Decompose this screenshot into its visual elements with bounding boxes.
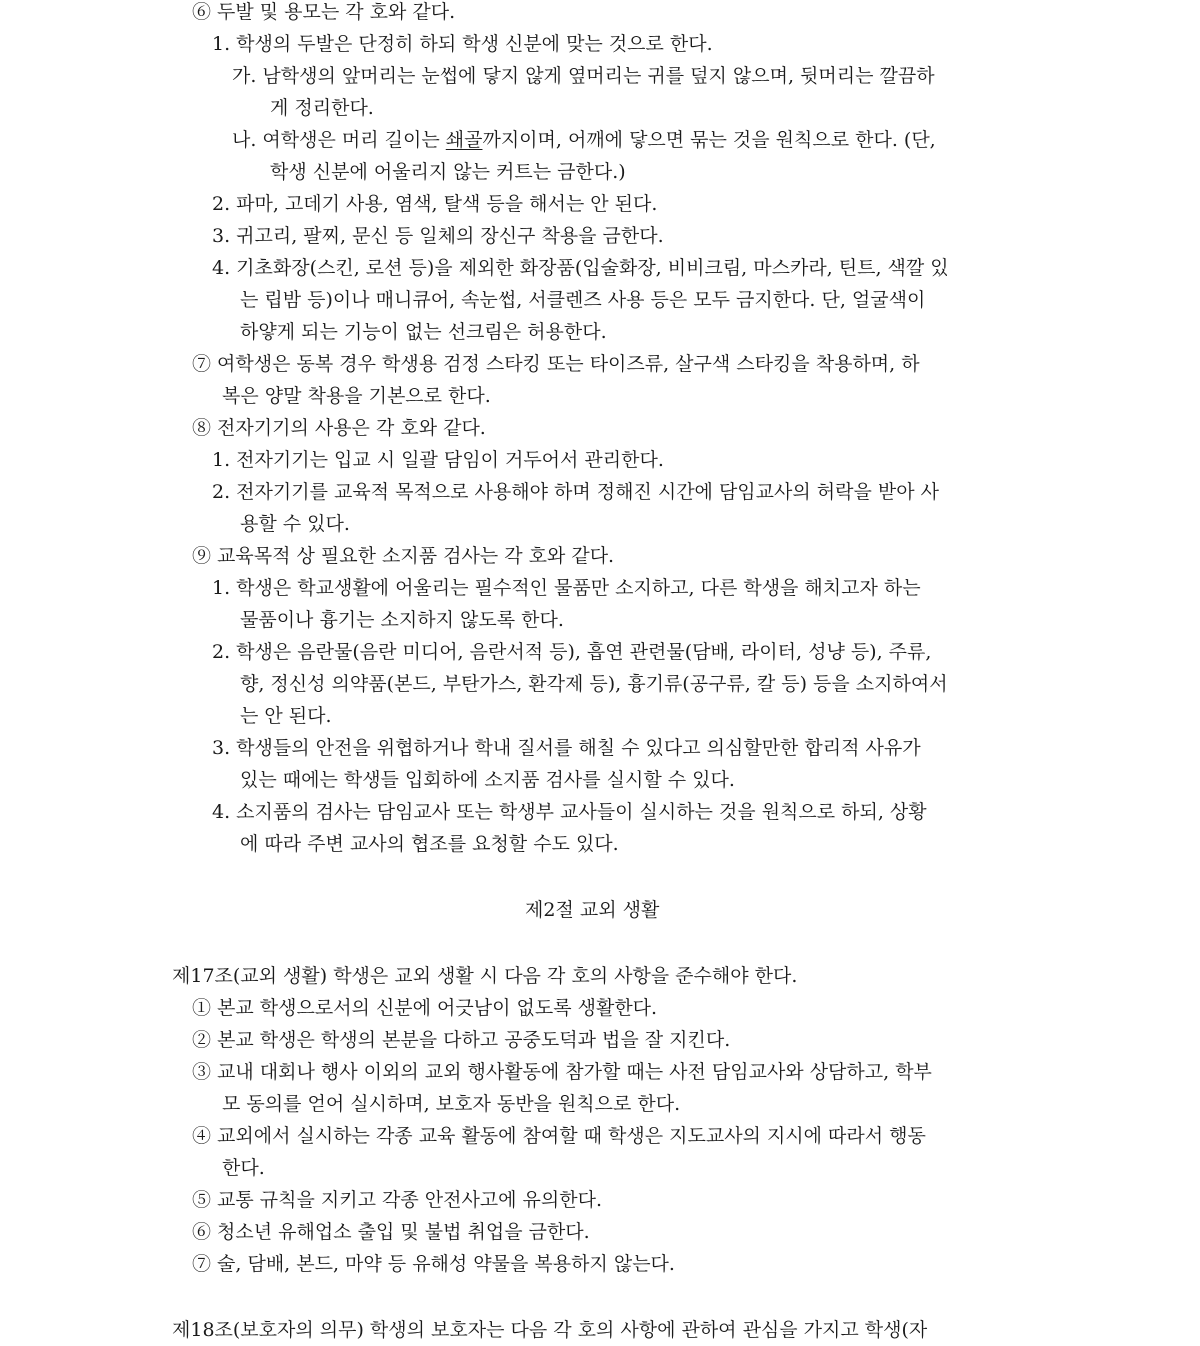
list-item-4-cont: 에 따라 주변 교사의 협조를 요청할 수도 있다. — [240, 833, 619, 855]
list-item-1: 1. 학생의 두발은 단정히 하되 학생 신분에 맞는 것으로 한다. — [212, 33, 713, 55]
sub-item-ga: 가. 남학생의 앞머리는 눈썹에 닿지 않게 옆머리는 귀를 덮지 않으며, 뒷머리는 깔끔하 — [232, 65, 935, 87]
paragraph-6-heading: ⑥ 두발 및 용모는 각 호와 같다. — [192, 1, 456, 23]
section-heading: 제2절 교외 생활 — [525, 899, 660, 921]
list-item-2-cont-2: 는 안 된다. — [240, 705, 332, 727]
sub-item-na-cont: 학생 신분에 어울리지 않는 커트는 금한다.) — [270, 161, 626, 183]
list-item-3: 3. 귀고리, 팔찌, 문신 등 일체의 장신구 착용을 금한다. — [212, 225, 664, 247]
article-17-item-3: ③ 교내 대회나 행사 이외의 교외 행사활동에 참가할 때는 사전 담임교사와 상담하고, 학부 — [192, 1061, 932, 1083]
list-item-2: 2. 전자기기를 교육적 목적으로 사용해야 하며 정해진 시간에 담임교사의 허락을 받아 사 — [212, 481, 939, 503]
list-item-1: 1. 학생은 학교생활에 어울리는 필수적인 물품만 소지하고, 다른 학생을 해치고자 하는 — [212, 577, 921, 599]
sub-item-ga-cont: 게 정리한다. — [270, 97, 374, 119]
article-17-item-4: ④ 교외에서 실시하는 각종 교육 활동에 참여할 때 학생은 지도교사의 지시에 따라서 행동 — [192, 1125, 926, 1147]
list-item-2: 2. 파마, 고데기 사용, 염색, 탈색 등을 해서는 안 된다. — [212, 193, 658, 215]
paragraph-7: ⑦ 여학생은 동복 경우 학생용 검정 스타킹 또는 타이즈류, 살구색 스타킹을 착용하며, 하 — [192, 353, 920, 375]
list-item-4: 4. 소지품의 검사는 담임교사 또는 학생부 교사들이 실시하는 것을 원칙으로 하되, 상황 — [212, 801, 927, 823]
article-17-item-7: ⑦ 술, 담배, 본드, 마약 등 유해성 약물을 복용하지 않는다. — [192, 1253, 675, 1275]
paragraph-8-heading: ⑧ 전자기기의 사용은 각 호와 같다. — [192, 417, 486, 439]
list-item-1: 1. 전자기기는 입교 시 일괄 담임이 거두어서 관리한다. — [212, 449, 664, 471]
list-item-3-cont: 있는 때에는 학생들 입회하에 소지품 검사를 실시할 수 있다. — [240, 769, 735, 791]
sub-item-na-text-a: 나. 여학생은 머리 길이는 — [232, 129, 446, 151]
article-17-item-4-cont: 한다. — [222, 1157, 265, 1179]
article-17-item-1: ① 본교 학생으로서의 신분에 어긋남이 없도록 생활한다. — [192, 997, 658, 1019]
list-item-4-cont-1: 는 립밤 등)이나 매니큐어, 속눈썹, 서클렌즈 사용 등은 모두 금지한다. 단, 얼굴색이 — [240, 289, 926, 311]
list-item-4-cont-2: 하얗게 되는 기능이 없는 선크림은 허용한다. — [240, 321, 607, 343]
article-17-item-5: ⑤ 교통 규칙을 지키고 각종 안전사고에 유의한다. — [192, 1189, 603, 1211]
article-18: 제18조(보호자의 의무) 학생의 보호자는 다음 각 호의 사항에 관하여 관심을 가지고 학생(자 — [172, 1319, 928, 1341]
paragraph-7-cont: 복은 양말 착용을 기본으로 한다. — [222, 385, 491, 407]
article-17: 제17조(교외 생활) 학생은 교외 생활 시 다음 각 호의 사항을 준수해야 한다. — [172, 965, 798, 987]
list-item-1-cont: 물품이나 흉기는 소지하지 않도록 한다. — [240, 609, 564, 631]
sub-item-na — [232, 128, 936, 152]
sub-item-na-text-b: 까지이며, 어깨에 닿으면 묶는 것을 원칙으로 한다. (단, — [482, 129, 936, 151]
list-item-3: 3. 학생들의 안전을 위협하거나 학내 질서를 해칠 수 있다고 의심할만한 합리적 사유가 — [212, 737, 921, 759]
article-17-item-3-cont: 모 동의를 얻어 실시하며, 보호자 동반을 원칙으로 한다. — [222, 1093, 681, 1115]
article-17-item-2: ② 본교 학생은 학생의 본분을 다하고 공중도덕과 법을 잘 지킨다. — [192, 1029, 731, 1051]
list-item-2: 2. 학생은 음란물(음란 미디어, 음란서적 등), 흡연 관련물(담배, 라이터, 성냥 등), 주류, — [212, 641, 932, 663]
underlined-term: 쇄골 — [445, 129, 483, 151]
list-item-2-cont-1: 향, 정신성 의약품(본드, 부탄가스, 환각제 등), 흉기류(공구류, 칼 등) 등을 소지하여서 — [240, 673, 948, 695]
list-item-4: 4. 기초화장(스킨, 로션 등)을 제외한 화장품(입술화장, 비비크림, 마스카라, 틴트, 색깔 있 — [212, 257, 949, 279]
list-item-2-cont: 용할 수 있다. — [240, 513, 350, 535]
paragraph-9-heading: ⑨ 교육목적 상 필요한 소지품 검사는 각 호와 같다. — [192, 545, 615, 567]
article-17-item-6: ⑥ 청소년 유해업소 출입 및 불법 취업을 금한다. — [192, 1221, 590, 1243]
